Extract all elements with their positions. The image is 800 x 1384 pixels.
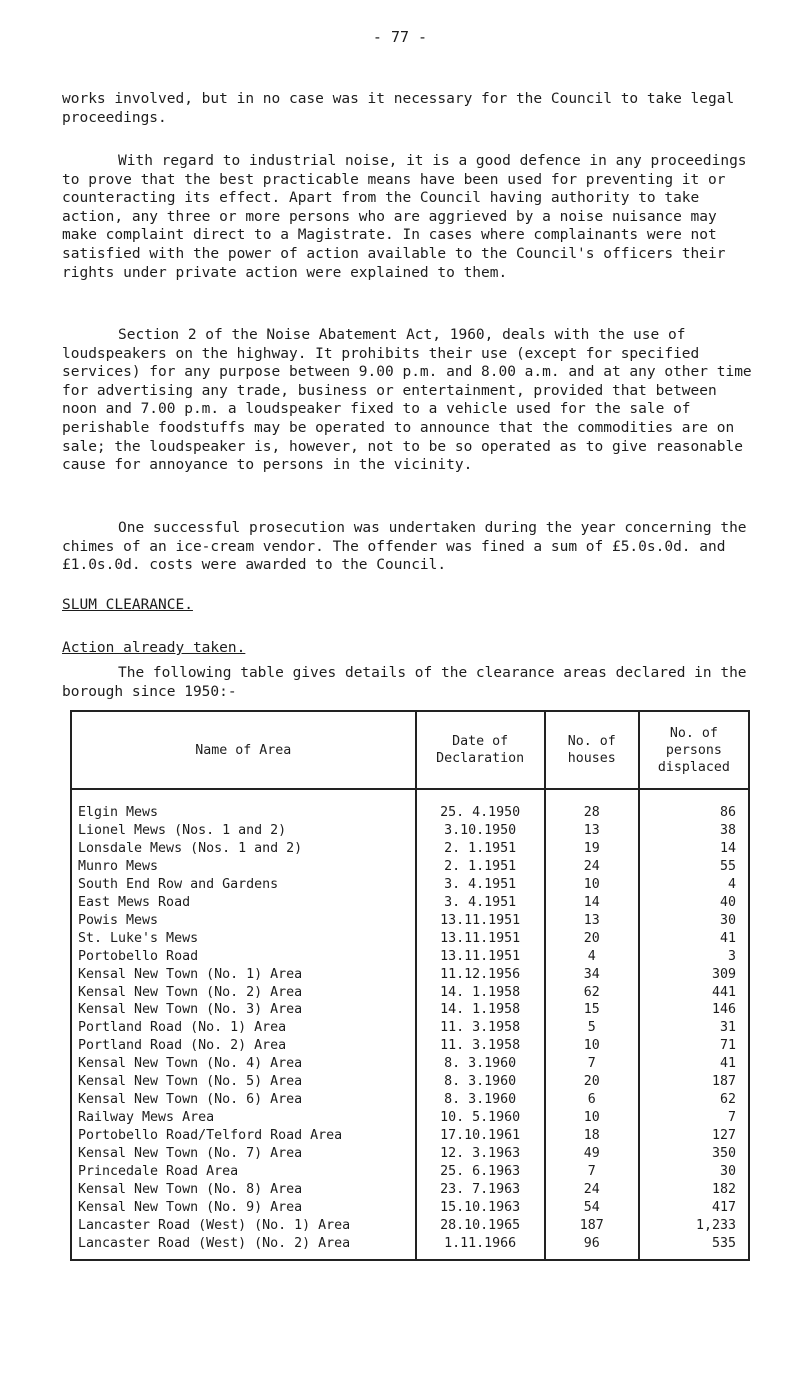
cell-declaration-date: 2. 1.1951 [416,858,545,876]
header-persons-displaced: No. of persons displaced [639,711,749,789]
cell-declaration-date: 1.11.1966 [416,1235,545,1260]
cell-houses: 20 [545,1073,639,1091]
cell-area-name: Kensal New Town (No. 8) Area [71,1181,416,1199]
cell-area-name: Lionel Mews (Nos. 1 and 2) [71,822,416,840]
cell-area-name: Portobello Road [71,948,416,966]
header-name-of-area: Name of Area [71,711,416,789]
cell-area-name: Kensal New Town (No. 2) Area [71,984,416,1002]
cell-declaration-date: 3. 4.1951 [416,876,545,894]
page-number: - 77 - [372,28,428,46]
cell-declaration-date: 25. 4.1950 [416,789,545,822]
table-row [71,1055,749,1073]
cell-area-name: Kensal New Town (No. 6) Area [71,1091,416,1109]
header-date-of-declaration: Date of Declaration [416,711,545,789]
cell-persons-displaced: 146 [639,1001,749,1019]
cell-declaration-date: 28.10.1965 [416,1217,545,1235]
cell-persons-displaced: 441 [639,984,749,1002]
cell-declaration-date: 13.11.1951 [416,912,545,930]
cell-area-name: Portobello Road/Telford Road Area [71,1127,416,1145]
cell-persons-displaced: 38 [639,822,749,840]
table-row [71,1235,749,1260]
cell-houses: 24 [545,1181,639,1199]
cell-houses: 28 [545,789,639,822]
table-row [71,1145,749,1163]
table-row [71,1199,749,1217]
cell-persons-displaced: 30 [639,1163,749,1181]
cell-declaration-date: 2. 1.1951 [416,840,545,858]
cell-houses: 6 [545,1091,639,1109]
table-row [71,894,749,912]
table-row [71,858,749,876]
cell-houses: 24 [545,858,639,876]
cell-declaration-date: 11.12.1956 [416,966,545,984]
subsection-heading: Action already taken. [62,640,246,656]
cell-area-name: Lancaster Road (West) (No. 1) Area [71,1217,416,1235]
table-intro: The following table gives details of the clearance areas declared in the borough since 1950:- [62,665,747,700]
cell-houses: 5 [545,1019,639,1037]
table-row [71,822,749,840]
cell-persons-displaced: 14 [639,840,749,858]
table-row [71,1181,749,1199]
cell-declaration-date: 23. 7.1963 [416,1181,545,1199]
cell-houses: 15 [545,1001,639,1019]
cell-houses: 54 [545,1199,639,1217]
cell-persons-displaced: 7 [639,1109,749,1127]
cell-area-name: Kensal New Town (No. 7) Area [71,1145,416,1163]
cell-area-name: Portland Road (No. 2) Area [71,1037,416,1055]
cell-houses: 96 [545,1235,639,1260]
cell-area-name: Portland Road (No. 1) Area [71,1019,416,1037]
table-row [71,1037,749,1055]
section-heading: SLUM CLEARANCE. [62,597,193,613]
cell-persons-displaced: 535 [639,1235,749,1260]
cell-area-name: Lonsdale Mews (Nos. 1 and 2) [71,840,416,858]
cell-area-name: Kensal New Town (No. 5) Area [71,1073,416,1091]
cell-area-name: Lancaster Road (West) (No. 2) Area [71,1235,416,1260]
table-body [71,789,749,1260]
cell-houses: 49 [545,1145,639,1163]
cell-declaration-date: 11. 3.1958 [416,1037,545,1055]
paragraph-prosecution: One successful prosecution was undertaken during the year concerning the chimes of an ice-cream vendor. The offender was fined a sum of £5.0s.0d. and £1.0s.0d. costs were awarded to the Council. [62,520,747,574]
cell-houses: 10 [545,1037,639,1055]
header-no-of-houses: No. of houses [545,711,639,789]
cell-houses: 18 [545,1127,639,1145]
table-row [71,1217,749,1235]
paragraph-industrial-noise: With regard to industrial noise, it is a good defence in any proceedings to prove that the best practicable means have been used for preventing it or counteracting its effect. Apart from the Council having authority to take action, any three or more persons who are aggrieved by a noise nuisance may make complaint direct to a Magistrate. In cases where complainants were not satisfied with the power of action available to the Council's officers their rights under private action were explained to them. [62,153,747,281]
table-row [71,876,749,894]
cell-persons-displaced: 127 [639,1127,749,1145]
cell-area-name: Railway Mews Area [71,1109,416,1127]
table-row [71,966,749,984]
cell-houses: 62 [545,984,639,1002]
table-row [71,984,749,1002]
cell-declaration-date: 14. 1.1958 [416,1001,545,1019]
cell-persons-displaced: 350 [639,1145,749,1163]
cell-houses: 7 [545,1163,639,1181]
cell-houses: 10 [545,876,639,894]
table-row [71,1001,749,1019]
cell-houses: 34 [545,966,639,984]
cell-area-name: Powis Mews [71,912,416,930]
cell-area-name: South End Row and Gardens [71,876,416,894]
cell-houses: 20 [545,930,639,948]
table-row [71,1073,749,1091]
cell-persons-displaced: 30 [639,912,749,930]
cell-declaration-date: 13.11.1951 [416,930,545,948]
cell-persons-displaced: 55 [639,858,749,876]
table-row [71,840,749,858]
cell-persons-displaced: 182 [639,1181,749,1199]
cell-area-name: Elgin Mews [71,789,416,822]
cell-houses: 7 [545,1055,639,1073]
cell-persons-displaced: 62 [639,1091,749,1109]
cell-area-name: Princedale Road Area [71,1163,416,1181]
cell-declaration-date: 3. 4.1951 [416,894,545,912]
cell-declaration-date: 8. 3.1960 [416,1073,545,1091]
cell-area-name: East Mews Road [71,894,416,912]
paragraph-legal-proceedings: works involved, but in no case was it necessary for the Council to take legal proceedings. [62,91,735,126]
cell-declaration-date: 10. 5.1960 [416,1109,545,1127]
cell-persons-displaced: 31 [639,1019,749,1037]
cell-persons-displaced: 417 [639,1199,749,1217]
cell-houses: 19 [545,840,639,858]
cell-persons-displaced: 187 [639,1073,749,1091]
cell-declaration-date: 3.10.1950 [416,822,545,840]
cell-houses: 4 [545,948,639,966]
cell-persons-displaced: 86 [639,789,749,822]
cell-persons-displaced: 4 [639,876,749,894]
cell-houses: 10 [545,1109,639,1127]
cell-declaration-date: 15.10.1963 [416,1199,545,1217]
cell-area-name: Munro Mews [71,858,416,876]
cell-persons-displaced: 3 [639,948,749,966]
cell-houses: 14 [545,894,639,912]
cell-persons-displaced: 41 [639,1055,749,1073]
cell-area-name: Kensal New Town (No. 4) Area [71,1055,416,1073]
cell-declaration-date: 11. 3.1958 [416,1019,545,1037]
cell-persons-displaced: 1,233 [639,1217,749,1235]
table-row [71,912,749,930]
cell-area-name: Kensal New Town (No. 3) Area [71,1001,416,1019]
cell-declaration-date: 12. 3.1963 [416,1145,545,1163]
cell-declaration-date: 8. 3.1960 [416,1091,545,1109]
cell-area-name: Kensal New Town (No. 1) Area [71,966,416,984]
paragraph-noise-abatement-act: Section 2 of the Noise Abatement Act, 1960, deals with the use of loudspeakers on the highway. It prohibits their use (except for specified services) for any purpose between 9.00 p.m. and 8.00 a.m. and at any other time for advertising any trade, business or entertainment, provided that between noon and 7.00 p.m. a loudspeaker fixed to a vehicle used for the sale of perishable foodstuffs may be operated to announce that the commodities are on sale; the loudspeaker is, however, not to be so operated as to give reasonable cause for annoyance to persons in the vicinity. [62,327,752,474]
cell-declaration-date: 13.11.1951 [416,948,545,966]
cell-declaration-date: 8. 3.1960 [416,1055,545,1073]
clearance-areas-table [70,710,750,1261]
table-row [71,1109,749,1127]
cell-area-name: St. Luke's Mews [71,930,416,948]
table-row [71,948,749,966]
cell-houses: 187 [545,1217,639,1235]
table-row [71,930,749,948]
cell-houses: 13 [545,912,639,930]
cell-persons-displaced: 309 [639,966,749,984]
table-row [71,1163,749,1181]
cell-declaration-date: 17.10.1961 [416,1127,545,1145]
table-row [71,1019,749,1037]
cell-declaration-date: 25. 6.1963 [416,1163,545,1181]
cell-declaration-date: 14. 1.1958 [416,984,545,1002]
cell-persons-displaced: 41 [639,930,749,948]
cell-persons-displaced: 71 [639,1037,749,1055]
table-row [71,1127,749,1145]
cell-persons-displaced: 40 [639,894,749,912]
table-header-row [71,711,749,789]
cell-area-name: Kensal New Town (No. 9) Area [71,1199,416,1217]
table-row [71,1091,749,1109]
table-row [71,789,749,822]
cell-houses: 13 [545,822,639,840]
